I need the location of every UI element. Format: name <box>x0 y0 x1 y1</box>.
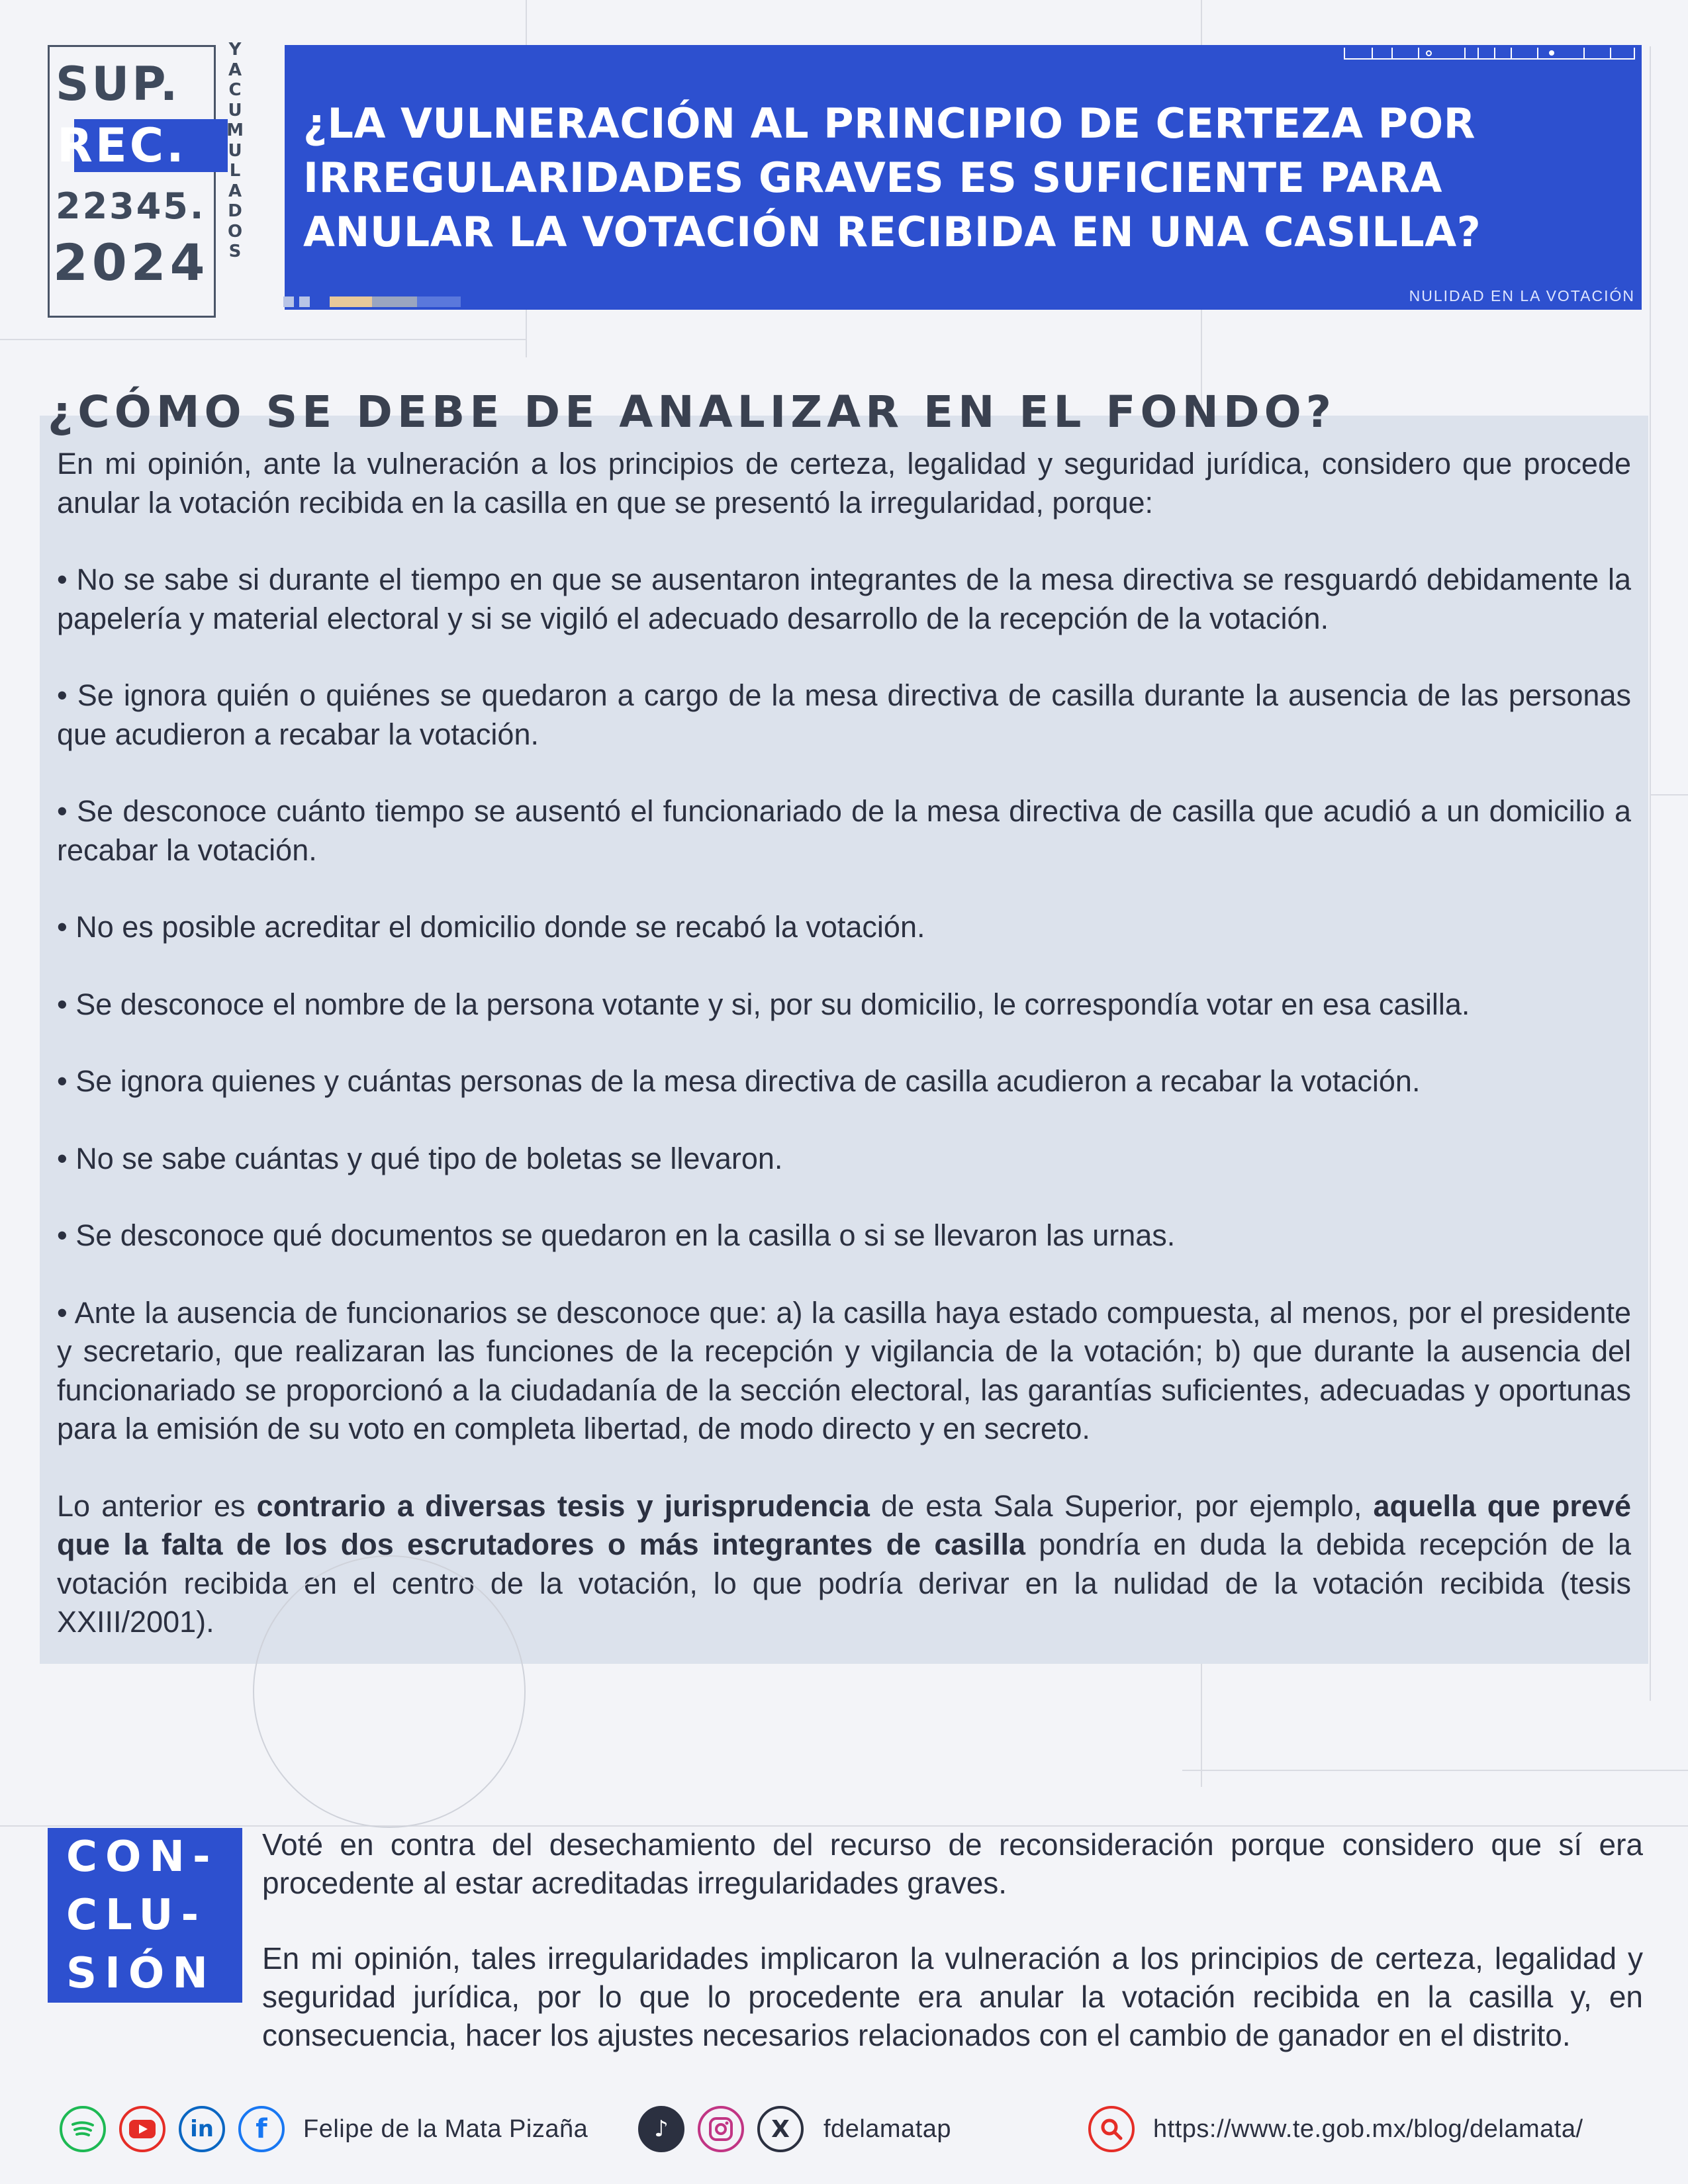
author-name: Felipe de la Mata Pizaña <box>303 2115 588 2143</box>
acumulados-vertical-label: YACUMULADOS <box>226 40 244 261</box>
grid-line <box>1182 1770 1688 1771</box>
intro-paragraph: En mi opinión, ante la vulneración a los principios de certeza, legalidad y seguridad jurídica, considero que procede anular la votación recibida en la casilla en que se presentó la irregularidad, porque: <box>57 447 1631 520</box>
conclusion-label-line: SIÓN <box>66 1949 216 1998</box>
search-icon[interactable] <box>1088 2106 1135 2152</box>
bullet-item: • Se ignora quienes y cuántas personas de la mesa directiva de casilla acudieron a recabar la votación. <box>57 1064 1421 1098</box>
ruler-decoration <box>1344 48 1635 60</box>
case-number: 22345. <box>56 185 206 227</box>
case-line-sup: SUP. <box>56 57 181 111</box>
youtube-icon[interactable] <box>119 2106 165 2152</box>
bullet-item: • No se sabe si durante el tiempo en que se ausentaron integrantes de la mesa directiva se resguardó debidamente la papelería y material electoral y si se vigiló el adecuado desarrollo de la recepción de la votación. <box>57 563 1631 635</box>
conclusion-label <box>48 1828 242 2003</box>
color-swatch <box>372 296 417 307</box>
topic-tag: NULIDAD EN LA VOTACIÓN <box>1409 287 1635 304</box>
page-title: ¿LA VULNERACIÓN AL PRINCIPIO DE CERTEZA POR IRREGULARIDADES GRAVES ES SUFICIENTE PARA ANULAR LA VOTACIÓN RECIBIDA EN UNA CASILLA? <box>303 99 1481 256</box>
conclusion-label-line: CON- <box>66 1833 218 1882</box>
facebook-icon[interactable]: f <box>238 2106 285 2152</box>
section-title: ¿CÓMO SE DEBE DE ANALIZAR EN EL FONDO? <box>48 387 1336 437</box>
bullet-item: • Se desconoce cuánto tiempo se ausentó el funcionariado de la mesa directiva de casilla que acudió a un domicilio a recabar la votación. <box>57 794 1631 867</box>
conclusion-paragraph: En mi opinión, tales irregularidades implicaron la vulneración a los principios de certeza, legalidad y seguridad jurídica, por lo que lo procedente era anular la votación recibida en la casilla y, en consecuencia, hacer los ajustes necesarios relacionados con el cambio de ganador en el distrito. <box>262 1941 1643 2052</box>
conclusion-paragraph: Voté en contra del desechamiento del recurso de reconsideración porque considero que sí era procedente al estar acreditadas irregularidades graves. <box>262 1827 1643 1900</box>
case-year: 2024 <box>53 233 209 292</box>
instagram-icon[interactable] <box>698 2106 744 2152</box>
color-swatch <box>330 296 372 307</box>
social-handle: fdelamatap <box>823 2115 952 2143</box>
tiktok-icon[interactable]: ♪ <box>638 2106 684 2152</box>
color-swatch <box>417 296 461 307</box>
bullet-item: • No es posible acreditar el domicilio donde se recabó la votación. <box>57 910 925 944</box>
closing-text: de esta Sala Superior, por ejemplo, <box>869 1488 1374 1523</box>
footer <box>0 2102 1688 2155</box>
conclusion-text <box>262 1825 1643 2091</box>
bullet-item: • Se desconoce el nombre de la persona votante y si, por su domicilio, le correspondía votar en esa casilla. <box>57 987 1470 1021</box>
bullet-item: • No se sabe cuántas y qué tipo de boletas se llevaron. <box>57 1141 783 1175</box>
color-swatch <box>299 296 310 307</box>
spotify-icon[interactable] <box>60 2106 106 2152</box>
bullet-item: • Ante la ausencia de funcionarios se desconoce que: a) la casilla haya estado compuesta, al menos, por el presidente y secretario, que realizaran las funciones de la recepción y vigilancia de la votación; b) que durante la ausencia del funcionariado se proporcionó a la ciudadanía de la sección electoral, las garantías suficientes, adecuadas y oportunas para la emisión de su voto en completa libertad, de modo directo y en secreto. <box>57 1295 1631 1445</box>
closing-text: Lo anterior es <box>57 1488 257 1523</box>
closing-bold-text: aquella que prevé que la falta de los dos escrutadores o más integrantes de casilla <box>57 1488 1631 1561</box>
grid-line <box>0 339 527 340</box>
closing-bold-text: contrario a diversas tesis y jurisprudencia <box>256 1488 870 1523</box>
case-line-rec: REC. <box>74 119 228 172</box>
grid-line <box>1650 46 1651 1701</box>
closing-text: pondría en duda la debida recepción de la votación recibida en el centro de la votación, lo que podría derivar en la nulidad de la votación recibida (tesis XXIII/2001). <box>57 1527 1631 1639</box>
conclusion-label-line: CLU- <box>66 1891 207 1940</box>
linkedin-icon[interactable]: in <box>179 2106 225 2152</box>
color-swatch <box>283 296 294 307</box>
decorative-circle <box>253 1555 526 1828</box>
x-icon[interactable]: X <box>757 2106 804 2152</box>
grid-line <box>1650 794 1688 796</box>
blog-link[interactable]: https://www.te.gob.mx/blog/delamata/ <box>1153 2115 1583 2143</box>
bullet-item: • Se ignora quién o quiénes se quedaron a cargo de la mesa directiva de casilla durante la ausencia de las personas que acudieron a recabar la votación. <box>57 678 1631 751</box>
analysis-text <box>57 445 1631 1642</box>
bullet-item: • Se desconoce qué documentos se quedaron en la casilla o si se llevaron las urnas. <box>57 1218 1176 1252</box>
